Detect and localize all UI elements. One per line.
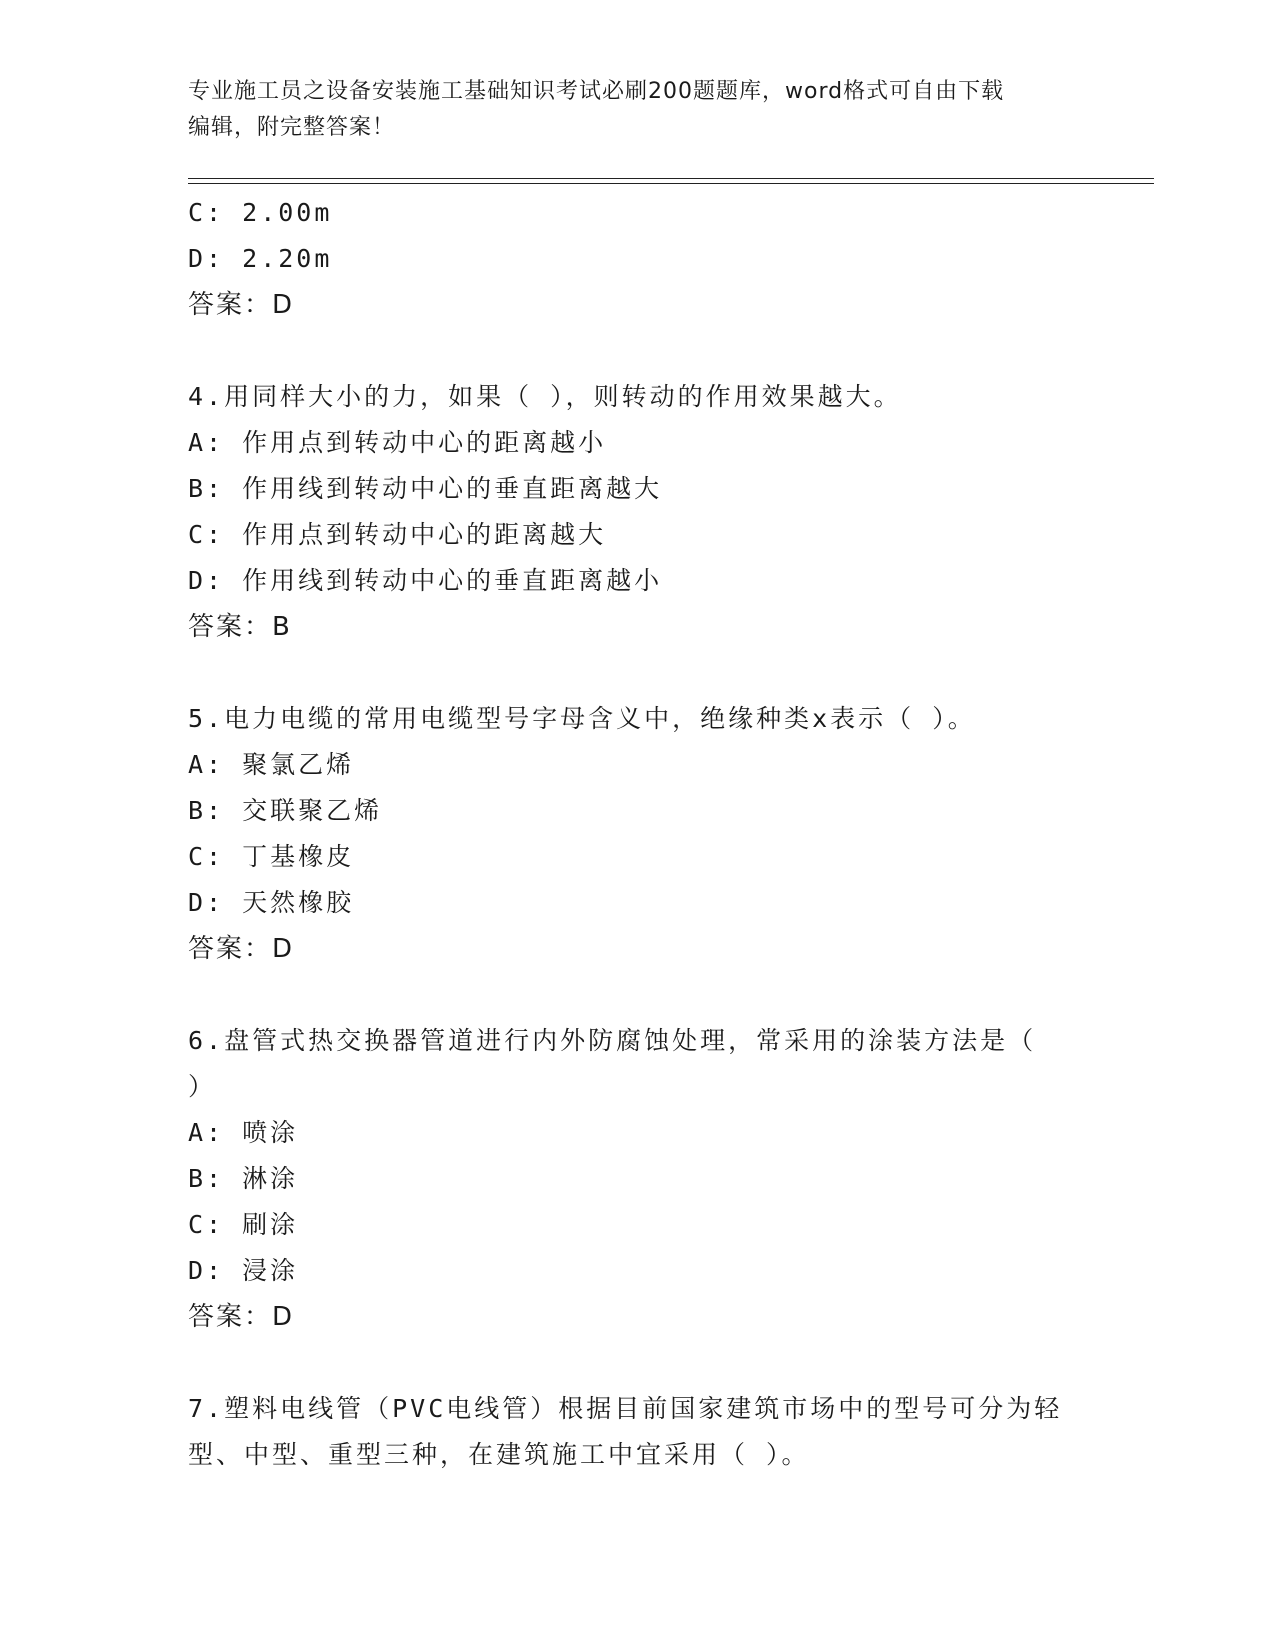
option-c: C: 作用点到转动中心的距离越大 [188, 520, 607, 549]
option-c: C: 2.00m [188, 198, 333, 227]
spacer [188, 972, 1088, 1018]
question-list [188, 190, 1088, 1478]
question-text-line-2: ） [188, 1072, 217, 1101]
option-c: C: 刷涂 [188, 1210, 299, 1239]
option-b: B: 交联聚乙烯 [188, 796, 383, 825]
option-b: B: 作用线到转动中心的垂直距离越大 [188, 474, 663, 503]
document-header [188, 74, 1088, 146]
question-6 [188, 1018, 1088, 1340]
question-5 [188, 696, 1088, 972]
question-text-line-1: 6.盘管式热交换器管道进行内外防腐蚀处理，常采用的涂装方法是（ [188, 1026, 1037, 1055]
question-7 [188, 1386, 1088, 1478]
option-a: A: 喷涂 [188, 1118, 299, 1147]
answer: 答案：D [188, 934, 295, 964]
question-text: 4.用同样大小的力，如果（ ），则转动的作用效果越大。 [188, 382, 902, 411]
spacer [188, 650, 1088, 696]
question-text-line-1: 7.塑料电线管（PVC电线管）根据目前国家建筑市场中的型号可分为轻 [188, 1394, 1063, 1423]
option-b: B: 淋涂 [188, 1164, 299, 1193]
spacer [188, 328, 1088, 374]
header-line-2: 编辑，附完整答案！ [188, 115, 396, 140]
header-rule-top [188, 178, 1154, 179]
option-d: D: 作用线到转动中心的垂直距离越小 [188, 566, 663, 595]
option-d: D: 2.20m [188, 244, 333, 273]
option-a: A: 聚氯乙烯 [188, 750, 355, 779]
option-a: A: 作用点到转动中心的距离越小 [188, 428, 607, 457]
option-c: C: 丁基橡皮 [188, 842, 355, 871]
spacer [188, 1340, 1088, 1386]
question-text: 5.电力电缆的常用电缆型号字母含义中，绝缘种类x表示（ ）。 [188, 704, 976, 733]
question-3-partial [188, 190, 1088, 328]
answer: 答案：B [188, 612, 292, 642]
header-rule-bottom [188, 183, 1154, 184]
option-d: D: 天然橡胶 [188, 888, 355, 917]
question-text-line-2: 型、中型、重型三种，在建筑施工中宜采用（ ）。 [188, 1440, 810, 1469]
answer: 答案：D [188, 1302, 295, 1332]
question-4 [188, 374, 1088, 650]
option-d: D: 浸涂 [188, 1256, 299, 1285]
answer: 答案：D [188, 290, 295, 320]
header-line-1: 专业施工员之设备安装施工基础知识考试必刷200题题库，word格式可自由下载 [188, 79, 1005, 104]
